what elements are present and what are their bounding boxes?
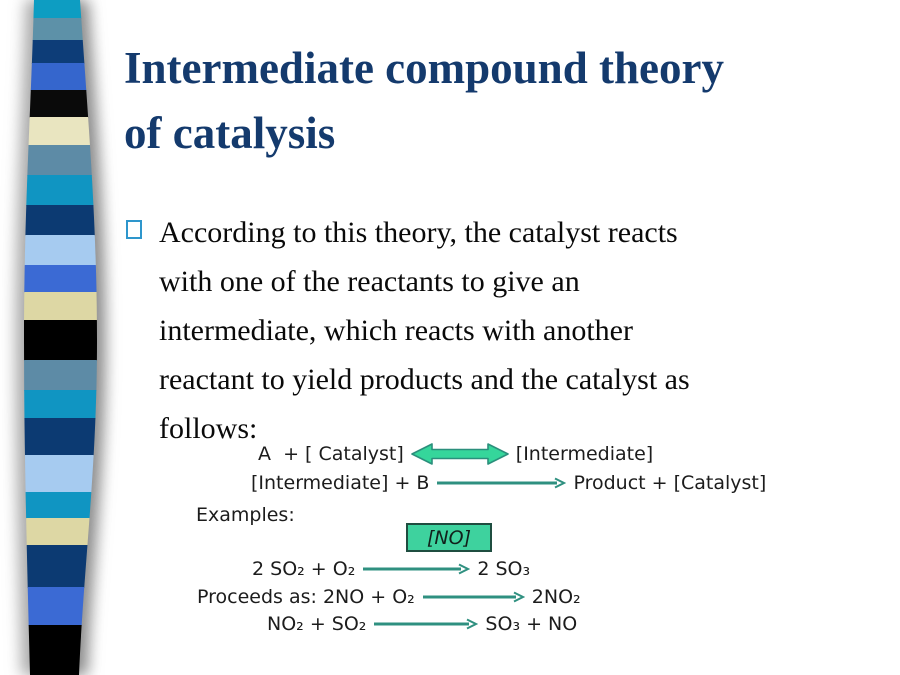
bullet-item	[126, 208, 690, 453]
product-text: Product + [Catalyst]	[573, 472, 767, 494]
product-text: 2 SO₃	[477, 558, 531, 580]
title-line-1: Intermediate compound theory	[124, 43, 724, 93]
reactants-text: A + [ Catalyst]	[258, 443, 404, 465]
reactants-text: [Intermediate] + B	[251, 472, 430, 494]
reaction-eq2	[197, 583, 581, 611]
reactants-text: 2 SO₂ + O₂	[252, 558, 356, 580]
product-text: SO₃ + NO	[485, 613, 578, 635]
bullet-square-icon	[126, 220, 142, 239]
ribbon-stripes-graphic	[0, 0, 125, 675]
bullet-text-line: intermediate, which reacts with another	[159, 314, 633, 347]
bullet-text-line: follows:	[159, 412, 258, 445]
reaction-general-2	[251, 469, 766, 497]
bullet-text	[159, 208, 690, 453]
right-arrow-icon	[422, 591, 525, 603]
catalyst-box	[406, 523, 492, 552]
right-arrow-icon	[436, 477, 566, 489]
bullet-text-line: According to this theory, the catalyst reacts	[159, 216, 678, 249]
right-arrow-icon	[373, 618, 478, 630]
reactants-text: Proceeds as: 2NO + O₂	[197, 586, 415, 608]
bullet-text-line: with one of the reactants to give an	[159, 265, 580, 298]
decorative-ribbon	[0, 0, 125, 675]
product-text: 2NO₂	[531, 586, 581, 608]
catalyst-box-label: [NO]	[427, 526, 471, 549]
reaction-eq1	[252, 555, 530, 583]
reactants-text: NO₂ + SO₂	[267, 613, 367, 635]
bullet-text-line: reactant to yield products and the catalyst as	[159, 363, 690, 396]
slide-title	[124, 36, 894, 166]
right-arrow-icon	[362, 563, 470, 575]
product-text: [Intermediate]	[515, 443, 654, 465]
title-line-2: of catalysis	[124, 108, 336, 158]
examples-label: Examples:	[196, 504, 295, 526]
reaction-eq3	[267, 610, 577, 638]
